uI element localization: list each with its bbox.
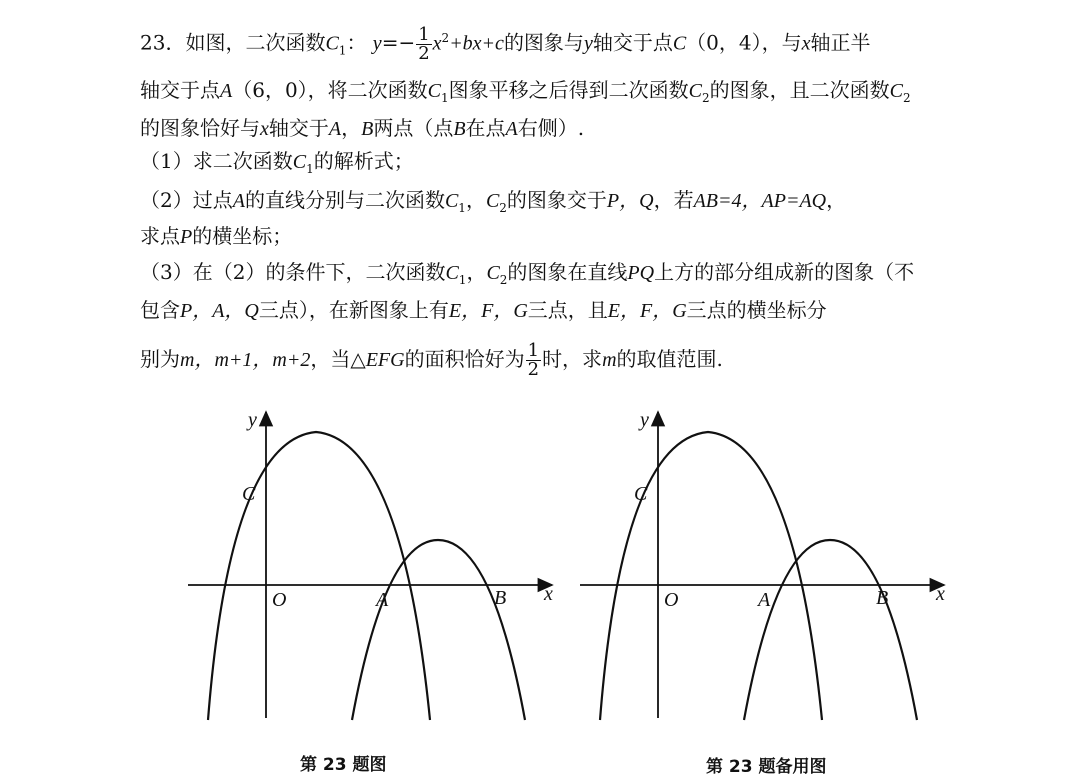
text: 的图象在直线 [507, 260, 628, 284]
var: A [220, 80, 233, 102]
text: （6，0），将二次函数 [232, 78, 428, 102]
expr: AB=4，AP=AQ [693, 190, 827, 212]
var: y [583, 32, 593, 55]
text: ， [826, 188, 847, 212]
var-C: C [444, 190, 459, 212]
var: A [328, 118, 342, 140]
caption-main: 第 23 题图 [300, 755, 387, 775]
var-C: C [688, 80, 702, 102]
text: 的图象与 [503, 30, 584, 55]
var: C [672, 32, 687, 55]
den: 2 [418, 42, 430, 64]
text: 的图象交于 [506, 188, 607, 212]
text: 的图象，且二次函数 [709, 78, 890, 102]
question-3 [140, 258, 914, 294]
label-O: O [664, 589, 679, 611]
sup: 2 [441, 31, 450, 45]
fraction-half [526, 342, 541, 379]
var: PQ [627, 262, 655, 284]
label-x: x [544, 583, 553, 605]
var: m，m+1，m+2 [180, 349, 311, 371]
text: （1）求二次函数 [140, 149, 293, 173]
question-2 [140, 186, 846, 222]
question-1 [140, 147, 414, 183]
text: 的取值范围. [616, 347, 723, 371]
sub: 2 [702, 91, 710, 105]
text: ，当△ [310, 347, 366, 371]
var: B [361, 118, 374, 140]
text: 轴交于点 [592, 30, 673, 55]
text: ，若 [653, 188, 694, 212]
num: 1 [418, 23, 430, 45]
text: （0，4），与 [686, 30, 802, 55]
var-C: C [292, 151, 307, 173]
label-B: B [876, 587, 889, 609]
label-x: x [936, 583, 945, 605]
parabola-c2 [352, 540, 525, 720]
parabola-c1 [208, 432, 430, 720]
label-C: C [634, 483, 648, 505]
question-3-cont [140, 296, 827, 325]
text: ： [346, 30, 367, 55]
text: 的横坐标； [192, 224, 293, 248]
text: 两点（点 [373, 116, 454, 140]
text: 时，求 [542, 347, 603, 371]
parabola-c1 [600, 432, 822, 720]
var-C: C [427, 80, 442, 102]
text: 三点，且 [527, 298, 608, 322]
label-C: C [242, 483, 256, 505]
label-O: O [272, 589, 287, 611]
var-C: C [325, 32, 339, 55]
sub: 1 [458, 201, 466, 215]
problem-line-3 [140, 114, 584, 143]
problem-line-2 [140, 76, 911, 112]
sub: 1 [458, 273, 467, 287]
expr: +bx+c [449, 32, 504, 55]
sub: 1 [441, 91, 449, 105]
text: 如图，二次函数 [185, 30, 326, 55]
problem-line-1 [140, 24, 871, 65]
var: P，Q [606, 190, 654, 212]
text: 在点 [465, 116, 506, 140]
var-C: C [889, 80, 903, 102]
text: ， [466, 260, 487, 284]
text: 的直线分别与二次函数 [244, 188, 445, 212]
var-C: C [445, 262, 459, 284]
var: x [432, 32, 442, 55]
text: （3）在（2）的条件下，二次函数 [140, 260, 446, 284]
var: x [801, 32, 811, 55]
sub: 2 [902, 91, 911, 105]
var: P，A，Q [180, 300, 259, 322]
text: （2）过点 [140, 188, 233, 212]
text: =− [381, 30, 416, 55]
figure-spare [572, 400, 972, 730]
label-B: B [494, 587, 507, 609]
question-3-cont2 [140, 342, 723, 379]
label-y: y [248, 409, 257, 431]
text: 求点 [140, 224, 180, 248]
den: 2 [527, 359, 540, 380]
var: E，F，G [448, 300, 528, 322]
text: 的解析式； [313, 149, 414, 173]
sub: 1 [338, 43, 347, 58]
var: B [453, 118, 466, 140]
label-y: y [640, 409, 649, 431]
sub: 2 [499, 201, 507, 215]
fraction-half [416, 23, 431, 64]
var-C: C [486, 262, 500, 284]
figure-main [180, 400, 580, 730]
question-2-cont [140, 222, 292, 251]
text: 轴交于 [268, 116, 329, 140]
var: A [232, 190, 245, 212]
caption-spare: 第 23 题备用图 [706, 757, 827, 777]
var: y [372, 32, 382, 55]
text: 轴交于点 [140, 78, 220, 102]
text: 别为 [140, 347, 180, 371]
text: 三点的横坐标分 [686, 298, 827, 322]
problem-number: 23． [140, 30, 186, 55]
var: x [260, 118, 269, 140]
var-C: C [485, 190, 500, 212]
text: 三点），在新图象上有 [258, 298, 449, 322]
text: ， [341, 116, 362, 140]
text: 的图象恰好与 [140, 116, 260, 140]
label-A: A [376, 589, 389, 611]
text: 上方的部分组成新的图象（不 [654, 260, 915, 284]
text: 轴正半 [810, 30, 871, 55]
text: 包含 [140, 298, 180, 322]
var: A [505, 118, 518, 140]
sub: 2 [499, 273, 508, 287]
sub: 1 [306, 162, 314, 176]
var: m [602, 349, 617, 371]
text: 的面积恰好为 [404, 347, 525, 371]
num: 1 [527, 340, 540, 361]
text: ， [465, 188, 486, 212]
label-A: A [758, 589, 771, 611]
var: E，F，G [607, 300, 687, 322]
parabola-c2 [744, 540, 917, 720]
var: P [180, 226, 193, 248]
text: 右侧）. [517, 116, 585, 140]
var: EFG [365, 349, 405, 371]
text: 图象平移之后得到二次函数 [448, 78, 689, 102]
